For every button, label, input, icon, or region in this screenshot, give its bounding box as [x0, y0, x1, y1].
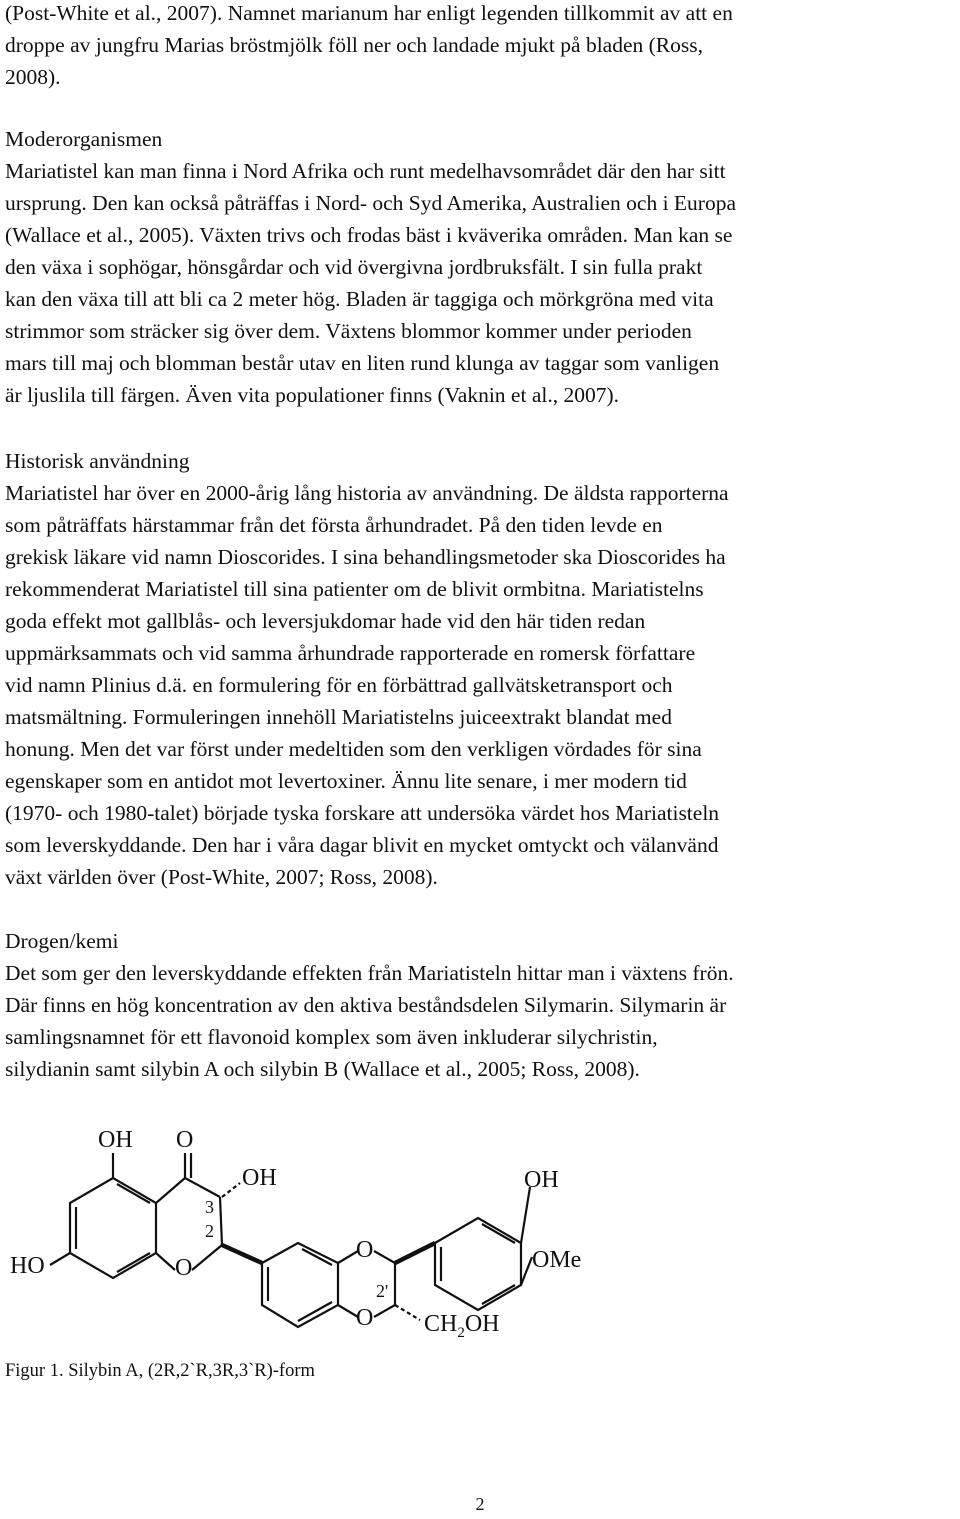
ho-left-label: HO: [10, 1253, 45, 1279]
text-line: Det som ger den leverskyddande effekten från Mariatisteln hittar man i växtens frön.: [5, 961, 734, 985]
text-line: mars till maj och blomman består utav en liten rund klunga av taggar som vanligen: [5, 351, 720, 375]
text-line: är ljuslila till färgen. Även vita populationer finns (Vaknin et al., 2007).: [5, 383, 619, 407]
carbonyl-o-label: O: [176, 1127, 194, 1153]
figure-caption: Figur 1. Silybin A, (2R,2`R,3R,3`R)-form: [5, 1361, 315, 1381]
text-line: Där finns en hög koncentration av den aktiva beståndsdelen Silymarin. Silymarin är: [5, 993, 727, 1017]
position-3-label: 3: [205, 1197, 214, 1217]
dioxane-o-bottom-label: O: [356, 1305, 374, 1331]
text-line: strimmor som sträcker sig över dem. Växtens blommor kommer under perioden: [5, 319, 692, 343]
text-line: honung. Men det var först under medeltiden som den verkligen vördades för sina: [5, 737, 702, 761]
position-2-label: 2: [205, 1221, 214, 1241]
heading-drogen-kemi: Drogen/kemi: [5, 929, 119, 953]
ome-label: OMe: [532, 1247, 582, 1273]
silybin-structure-diagram: [0, 1115, 960, 1355]
dioxane-o-top-label: O: [356, 1237, 374, 1263]
text-line: Mariatistel har över en 2000-årig lång historia av användning. De äldsta rapporterna: [5, 481, 729, 505]
text-line: (Post-White et al., 2007). Namnet marianum har enligt legenden tillkommit av att en: [5, 1, 733, 25]
oh-c3-label: OH: [242, 1165, 277, 1191]
text-line: grekisk läkare vid namn Dioscorides. I sina behandlingsmetoder ska Dioscorides ha: [5, 545, 726, 569]
text-line: den växa i sophögar, hönsgårdar och vid övergivna jordbruksfält. I sin fulla prakt: [5, 255, 703, 279]
text-line: ursprung. Den kan också påträffas i Nord- och Syd Amerika, Australien och i Europa: [5, 191, 737, 215]
text-line: som leverskyddande. Den har i våra dagar blivit en mycket omtyckt och välanvänd: [5, 833, 719, 857]
heading-moderorganismen: Moderorganismen: [5, 127, 163, 151]
oh-top-left-label: OH: [98, 1127, 133, 1153]
text-line: rekommenderat Mariatistel till sina patienter om de blivit ormbitna. Mariatistelns: [5, 577, 704, 601]
text-line: (1970- och 1980-talet) började tyska forskare att undersöka värdet hos Mariatisteln: [5, 801, 720, 825]
page-number: 2: [475, 1494, 485, 1514]
text-line: kan den växa till att bli ca 2 meter hög. Bladen är taggiga och mörkgröna med vita: [5, 287, 714, 311]
text-line: samlingsnamnet för ett flavonoid komplex som även inkluderar silychristin,: [5, 1025, 658, 1049]
heading-historisk-anvandning: Historisk användning: [5, 449, 190, 473]
text-line: 2008).: [5, 64, 61, 89]
text-line: egenskaper som en antidot mot levertoxiner. Ännu lite senare, i mer modern tid: [5, 769, 687, 793]
text-line: Mariatistel kan man finna i Nord Afrika och runt medelhavsområdet där den har sitt: [5, 159, 726, 183]
text-line: droppe av jungfru Marias bröstmjölk föll ner och landade mjukt på bladen (Ross,: [5, 32, 703, 57]
ring-o-label: O: [175, 1255, 193, 1281]
text-line: (Wallace et al., 2005). Växten trivs och frodas bäst i kväverika områden. Man kan se: [5, 223, 733, 247]
text-line: matsmältning. Formuleringen innehöll Mariatistelns juiceextrakt blandat med: [5, 705, 672, 729]
text-line: växt världen över (Post-White, 2007; Ross, 2008).: [5, 865, 438, 889]
position-2prime-label: 2': [376, 1281, 389, 1301]
text-line: goda effekt mot gallblås- och leversjukdomar hade vid den här tiden redan: [5, 609, 646, 633]
text-line: vid namn Plinius d.ä. en formulering för en förbättrad gallvätsketransport och: [5, 673, 673, 697]
text-line: silydianin samt silybin A och silybin B (Wallace et al., 2005; Ross, 2008).: [5, 1057, 640, 1081]
oh-right-label: OH: [524, 1167, 559, 1193]
ch2oh-label: $CH_2OH$: [424, 1311, 500, 1341]
text-line: uppmärksammats och vid samma århundrade rapporterade en romersk författare: [5, 641, 696, 665]
text-line: som påträffats härstammar från det första århundradet. På den tiden levde en: [5, 513, 663, 537]
